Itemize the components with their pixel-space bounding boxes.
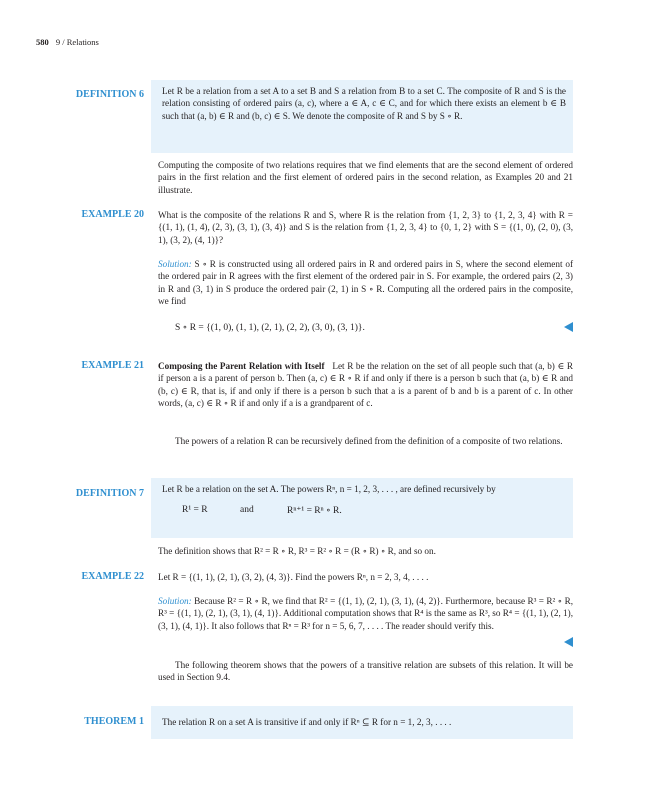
end-of-example-triangle-icon (564, 322, 573, 332)
definition-6-box (151, 80, 573, 153)
solution-label: Solution: (158, 596, 192, 606)
example-20-question: What is the composite of the relations R and S, where R is the relation from {1, 2, 3} to {1, 2, 3, 4} with R = {(1, 1), (1, 4), (2, 3), (3, 1), (3, 4)} and S is the relation from {1, 2, 3, 4} to {0, 1, 2} with S = {(1, 0), (2, 0), (3, 1), (3, 2), (4, 1)}? (158, 210, 573, 245)
example-20-result-formula: S ∘ R = {(1, 0), (1, 1), (2, 1), (2, 2), (3, 0), (3, 1)}. (175, 323, 365, 333)
paragraph-definition-shows: The definition shows that R² = R ∘ R, R³ = R² ∘ R = (R ∘ R) ∘ R, and so on. (158, 546, 436, 556)
theorem-1-box (151, 706, 573, 739)
power-recursive-case: Rⁿ⁺¹ = Rⁿ ∘ R. (287, 506, 342, 517)
theorem-1-label: THEOREM 1 (84, 716, 144, 727)
example-21-body: Let R be the relation on the set of all people such that (a, b) ∈ R if person a is a parent of person b. Then (a, c) ∈ R ∘ R if and only if there is a person b such that (a, b) ∈ R and (b, c) ∈ R, that is, if and only if there is a person b such that a is a parent of b and b is a parent of c. In other words, (a, c) ∈ R ∘ R if and only if a is a grandparent of c. (158, 361, 573, 408)
running-head (36, 37, 99, 47)
end-of-example-triangle-icon (564, 637, 573, 647)
example-21-text (158, 360, 573, 409)
definition-6-text: Let R be a relation from a set A to a set B and S a relation from B to a set C. The composite of R and S is the relation consisting of ordered pairs (a, c), where a ∈ A, c ∈ C, and for which there exists an element b ∈ B such that (a, b) ∈ R and (b, c) ∈ S. We denote the composite of R and S by S ∘ R. (162, 86, 566, 121)
example-20-label: EXAMPLE 20 (81, 209, 144, 220)
example-21-title: Composing the Parent Relation with Itself (158, 361, 325, 371)
definition-6-label: DEFINITION 6 (75, 89, 144, 100)
solution-label: Solution: (158, 259, 192, 269)
definition-7-text: Let R be a relation on the set A. The powers Rⁿ, n = 1, 2, 3, . . . , are defined recursively by (162, 484, 496, 494)
theorem-1-text: The relation R on a set A is transitive if and only if Rⁿ ⊆ R for n = 1, 2, 3, . . . . (162, 717, 452, 727)
definition-7-display (162, 495, 566, 521)
paragraph-powers-intro: The powers of a relation R can be recursively defined from the definition of a composite of two relations. (175, 436, 563, 446)
example-22-label: EXAMPLE 22 (81, 571, 144, 582)
example-21-label: EXAMPLE 21 (81, 360, 144, 371)
example-20-solution (158, 258, 573, 307)
power-base-case: R¹ = R (182, 505, 208, 516)
definition-7-box (151, 478, 573, 538)
paragraph-theorem-intro: The following theorem shows that the powers of a transitive relation are subsets of this relation. It will be used in Section 9.4. (158, 660, 573, 683)
example-20-solution-text: S ∘ R is constructed using all ordered pairs in R and ordered pairs in S, where the second element of the ordered pair in R agrees with the first element of the ordered pair in S. For example, the ordered pairs (2, 3) in R and (3, 1) in S produce the ordered pair (2, 1) in S ∘ R. Computing all the ordered pairs in the composite, we find (158, 259, 574, 306)
example-22-solution (158, 595, 573, 632)
page-number: 580 (36, 37, 49, 47)
chapter-title: 9 / Relations (55, 37, 99, 47)
and-word: and (240, 505, 254, 516)
example-22-question: Let R = {(1, 1), (2, 1), (3, 2), (4, 3)}. Find the powers Rⁿ, n = 2, 3, 4, . . . . (158, 572, 429, 582)
definition-7-label: DEFINITION 7 (75, 488, 144, 499)
paragraph-composite-intro: Computing the composite of two relations requires that we find elements that are the second element of ordered pairs in the first relation and the first element of ordered pairs in the second relation, as Examples 20 and 21 illustrate. (158, 160, 573, 195)
example-22-solution-text: Because R² = R ∘ R, we find that R² = {(1, 1), (2, 1), (3, 1), (4, 2)}. Furthermore, because R³ = R² ∘ R, R³ = {(1, 1), (2, 1), (3, 1), (4, 1)}. Additional computation shows that R⁴ is the same as R³, so R⁴ = {(1, 1), (2, 1), (3, 1), (4, 1)}. It also follows that Rⁿ = R³ for n = 5, 6, 7, . . . . The reader should verify this. (158, 596, 573, 631)
